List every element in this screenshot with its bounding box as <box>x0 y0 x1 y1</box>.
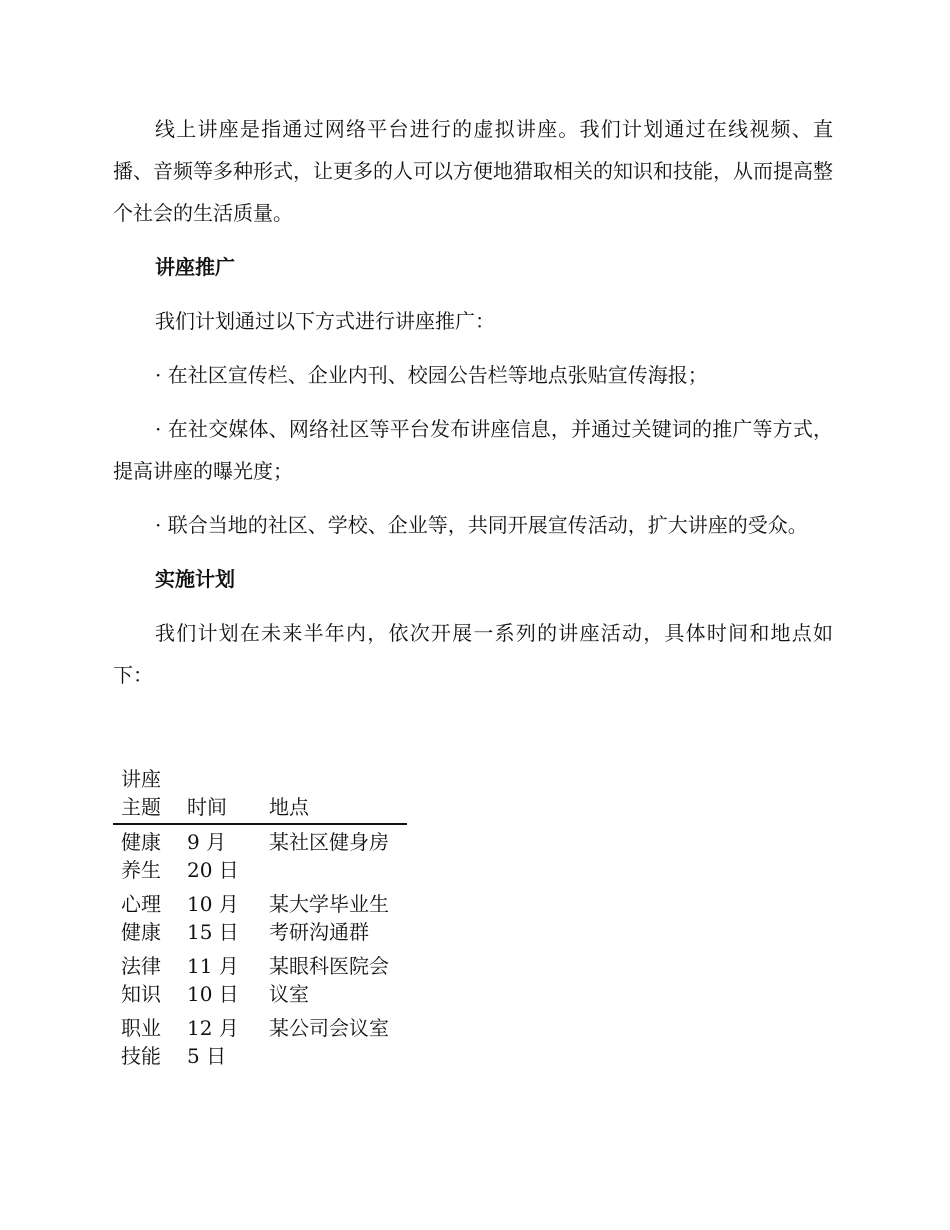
table-row <box>113 1011 407 1073</box>
cell-topic: 法律知识 <box>121 954 161 1006</box>
cell-place: 某大学毕业生考研沟通群 <box>269 892 389 944</box>
section-heading-plan: 实施计划 <box>155 567 235 591</box>
cell-topic: 职业技能 <box>121 1016 161 1068</box>
plan-lead: 我们计划在未来半年内，依次开展一系列的讲座活动，具体时间和地点如下： <box>113 621 833 687</box>
table-row <box>113 887 407 949</box>
cell-time: 12 月 5 日 <box>187 1016 239 1068</box>
table-row <box>113 949 407 1011</box>
intro-paragraph: 线上讲座是指通过网络平台进行的虚拟讲座。我们计划通过在线视频、直播、音频等多种形式，让更多的人可以方便地猎取相关的知识和技能，从而提高整个社会的生活质量。 <box>113 117 833 225</box>
table-row <box>113 824 407 887</box>
cell-place: 某公司会议室 <box>269 1016 389 1040</box>
cell-place: 某眼科医院会议室 <box>269 954 389 1006</box>
section-heading-promotion: 讲座推广 <box>155 255 235 279</box>
cell-time: 9 月 20 日 <box>187 830 239 882</box>
cell-time: 11 月 10 日 <box>187 954 239 1006</box>
schedule-table <box>113 765 407 1073</box>
cell-topic: 健康养生 <box>121 830 161 882</box>
table-header-row <box>113 765 407 824</box>
cell-place: 某社区健身房 <box>269 830 389 854</box>
document-body <box>113 108 833 696</box>
promotion-lead: 我们计划通过以下方式进行讲座推广： <box>155 309 495 333</box>
promotion-item-1: · 在社区宣传栏、企业内刊、校园公告栏等地点张贴宣传海报； <box>155 363 708 387</box>
promotion-item-3: · 联合当地的社区、学校、企业等，共同开展宣传活动，扩大讲座的受众。 <box>155 513 808 537</box>
cell-topic: 心理健康 <box>121 892 161 944</box>
header-topic: 讲座主题 <box>113 765 179 824</box>
cell-time: 10 月 15 日 <box>187 892 239 944</box>
header-place: 地点 <box>261 765 407 824</box>
header-time: 时间 <box>179 765 261 824</box>
promotion-item-2: · 在社交媒体、网络社区等平台发布讲座信息，并通过关键词的推广等方式，提高讲座的曝光度； <box>113 417 833 483</box>
